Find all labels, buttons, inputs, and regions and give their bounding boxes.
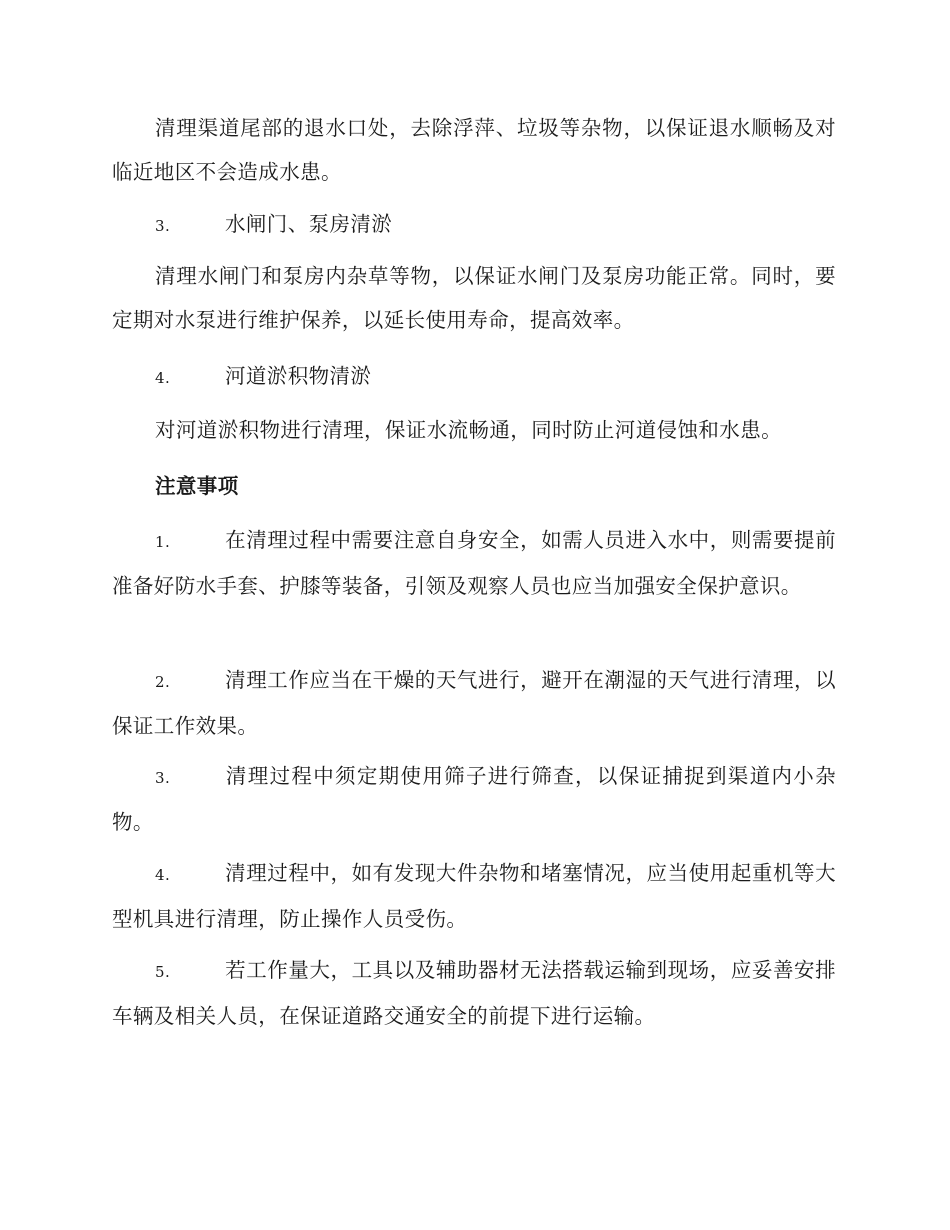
list-number: 1. — [155, 533, 171, 551]
list-item-title: 河道淤积物清淤 — [225, 364, 372, 388]
note-text: 清理过程中须定期使用筛子进行筛查，以保证捕捉到渠道内小杂物。 — [112, 764, 836, 834]
note-text: 在清理过程中需要注意自身安全，如需人员进入水中，则需要提前准备好防水手套、护膝等装备，引领及观察人员也应当加强安全保护意识。 — [112, 528, 836, 598]
section-heading-precautions: 注意事项 — [155, 474, 239, 498]
list-item-river-sediment — [112, 354, 836, 400]
list-number: 5. — [155, 963, 171, 981]
note-text: 若工作量大，工具以及辅助器材无法搭载运输到现场，应妥善安排车辆及相关人员，在保证道路交通安全的前提下进行运输。 — [112, 958, 836, 1028]
list-number: 4. — [155, 866, 171, 884]
note-item-2 — [112, 658, 836, 748]
note-text: 清理工作应当在干燥的天气进行，避开在潮湿的天气进行清理，以保证工作效果。 — [112, 668, 836, 738]
note-item-4 — [112, 851, 836, 941]
list-number: 3. — [155, 217, 171, 235]
paragraph-outlet-cleaning: 清理渠道尾部的退水口处，去除浮萍、垃圾等杂物，以保证退水顺畅及对临近地区不会造成水患。 — [112, 116, 836, 184]
note-item-5 — [112, 948, 836, 1038]
list-item-title: 水闸门、泵房清淤 — [225, 212, 393, 236]
list-item-sluice-pump — [112, 202, 836, 248]
paragraph-river-sediment: 对河道淤积物进行清理，保证水流畅通，同时防止河道侵蚀和水患。 — [155, 418, 782, 442]
list-number: 3. — [155, 769, 171, 787]
note-text: 清理过程中，如有发现大件杂物和堵塞情况，应当使用起重机等大型机具进行清理，防止操作人员受伤。 — [112, 861, 836, 931]
note-item-1 — [112, 518, 836, 608]
list-number: 2. — [155, 673, 171, 691]
list-number: 4. — [155, 369, 171, 387]
paragraph-sluice-pump: 清理水闸门和泵房内杂草等物，以保证水闸门及泵房功能正常。同时，要定期对水泵进行维护保养，以延长使用寿命，提高效率。 — [112, 264, 836, 332]
note-item-3 — [112, 754, 836, 844]
